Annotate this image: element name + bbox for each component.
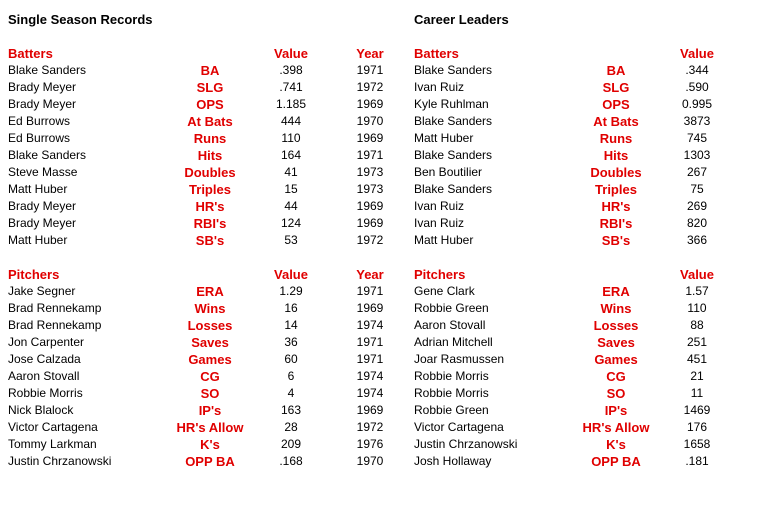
stat-label: HR's bbox=[601, 199, 631, 214]
stat-value: .398 bbox=[279, 63, 303, 77]
player-name: Victor Cartagena bbox=[8, 420, 98, 434]
record-year: 1969 bbox=[356, 216, 384, 230]
record-year: 1971 bbox=[356, 352, 384, 366]
table-header-row bbox=[406, 266, 758, 283]
player-name: Aaron Stovall bbox=[414, 318, 486, 332]
player-name: Blake Sanders bbox=[414, 148, 493, 162]
record-year: 1971 bbox=[356, 284, 384, 298]
player-name: Robbie Morris bbox=[414, 369, 489, 383]
stat-label: Saves bbox=[597, 335, 635, 350]
value-column-header: Value bbox=[680, 46, 714, 61]
stat-value: 110 bbox=[687, 301, 707, 315]
stat-label: Doubles bbox=[590, 165, 642, 180]
stat-label: Losses bbox=[593, 318, 639, 333]
table-row bbox=[406, 232, 758, 249]
stat-value: 28 bbox=[284, 420, 298, 434]
player-name: Jon Carpenter bbox=[8, 335, 85, 349]
value-column-header: Value bbox=[274, 267, 308, 282]
table-row bbox=[0, 164, 400, 181]
table-row bbox=[406, 351, 758, 368]
table-row bbox=[0, 232, 400, 249]
player-name: Victor Cartagena bbox=[414, 420, 504, 434]
table-row bbox=[406, 453, 758, 470]
record-year: 1973 bbox=[356, 182, 384, 196]
table-row bbox=[406, 181, 758, 198]
player-name: Matt Huber bbox=[414, 131, 474, 145]
stat-value: 36 bbox=[284, 335, 298, 349]
record-year: 1974 bbox=[356, 386, 384, 400]
stat-label: OPP BA bbox=[185, 454, 235, 469]
record-year: 1976 bbox=[356, 437, 384, 451]
player-name: Justin Chrzanowski bbox=[8, 454, 112, 468]
table-row bbox=[0, 147, 400, 164]
section-label: Batters bbox=[414, 46, 459, 61]
table-row bbox=[406, 436, 758, 453]
stat-label: CG bbox=[200, 369, 220, 384]
stat-label: SLG bbox=[602, 80, 630, 95]
player-name: Kyle Ruhlman bbox=[414, 97, 489, 111]
table-row bbox=[0, 198, 400, 215]
stat-label: RBI's bbox=[599, 216, 633, 231]
stat-label: Doubles bbox=[184, 165, 236, 180]
player-name: Brady Meyer bbox=[8, 80, 77, 94]
record-year: 1974 bbox=[356, 318, 384, 332]
stat-value: 124 bbox=[280, 216, 302, 230]
stat-label: IP's bbox=[198, 403, 222, 418]
stat-value: 41 bbox=[284, 165, 298, 179]
player-name: Brady Meyer bbox=[8, 216, 77, 230]
stat-value: 11 bbox=[690, 386, 704, 400]
stat-label: Saves bbox=[191, 335, 229, 350]
stat-value: 745 bbox=[686, 131, 708, 145]
record-year: 1970 bbox=[356, 454, 384, 468]
player-name: Ivan Ruiz bbox=[414, 216, 465, 230]
stat-label: ERA bbox=[196, 284, 224, 299]
player-name: Robbie Green bbox=[414, 301, 489, 315]
stat-value: .741 bbox=[279, 80, 303, 94]
table-row bbox=[406, 283, 758, 300]
record-year: 1969 bbox=[356, 97, 384, 111]
table-row bbox=[406, 334, 758, 351]
player-name: Matt Huber bbox=[414, 233, 474, 247]
record-year: 1970 bbox=[356, 114, 384, 128]
table-row bbox=[0, 215, 400, 232]
stat-value: 1.29 bbox=[279, 284, 303, 298]
stat-value: 44 bbox=[284, 199, 298, 213]
stat-value: 1658 bbox=[683, 437, 711, 451]
stat-label: SO bbox=[200, 386, 220, 401]
stat-value: 4 bbox=[287, 386, 295, 400]
stat-label: Games bbox=[188, 352, 232, 367]
stat-label: At Bats bbox=[593, 114, 639, 129]
stat-label: SO bbox=[606, 386, 626, 401]
player-name: Tommy Larkman bbox=[8, 437, 97, 451]
player-name: Jose Calzada bbox=[8, 352, 81, 366]
stat-label: RBI's bbox=[193, 216, 227, 231]
player-name: Joar Rasmussen bbox=[414, 352, 505, 366]
stat-value: 60 bbox=[284, 352, 298, 366]
player-name: Ivan Ruiz bbox=[414, 199, 465, 213]
stat-value: 1.185 bbox=[275, 97, 307, 111]
player-name: Justin Chrzanowski bbox=[414, 437, 518, 451]
table-row bbox=[0, 368, 400, 385]
player-name: Ben Boutilier bbox=[414, 165, 483, 179]
stat-label: Triples bbox=[189, 182, 231, 197]
table-row bbox=[406, 130, 758, 147]
stat-label: BA bbox=[606, 63, 626, 78]
table-row bbox=[0, 113, 400, 130]
player-name: Adrian Mitchell bbox=[414, 335, 493, 349]
stat-value: 88 bbox=[690, 318, 704, 332]
player-name: Blake Sanders bbox=[8, 148, 87, 162]
stat-label: Games bbox=[594, 352, 638, 367]
record-year: 1969 bbox=[356, 403, 384, 417]
stat-label: OPS bbox=[602, 97, 630, 112]
stat-label: SLG bbox=[196, 80, 224, 95]
player-name: Blake Sanders bbox=[414, 63, 493, 77]
table-row bbox=[0, 130, 400, 147]
table-row bbox=[406, 164, 758, 181]
table-row bbox=[406, 385, 758, 402]
stat-label: OPS bbox=[196, 97, 224, 112]
table-row bbox=[0, 283, 400, 300]
player-name: Steve Masse bbox=[8, 165, 78, 179]
stat-value: .590 bbox=[685, 80, 709, 94]
career-leaders-title: Career Leaders bbox=[414, 12, 509, 27]
stat-value: .168 bbox=[279, 454, 303, 468]
stat-label: SB's bbox=[601, 233, 631, 248]
record-year: 1972 bbox=[356, 420, 384, 434]
record-year: 1969 bbox=[356, 301, 384, 315]
stat-label: OPP BA bbox=[591, 454, 641, 469]
player-name: Brad Rennekamp bbox=[8, 301, 102, 315]
table-row bbox=[0, 419, 400, 436]
record-year: 1971 bbox=[356, 335, 384, 349]
stat-value: 15 bbox=[284, 182, 298, 196]
stat-label: Runs bbox=[193, 131, 227, 146]
stat-value: 1303 bbox=[683, 148, 711, 162]
stat-value: 451 bbox=[686, 352, 708, 366]
table-row bbox=[406, 198, 758, 215]
player-name: Robbie Green bbox=[414, 403, 489, 417]
table-row bbox=[406, 317, 758, 334]
section-label: Batters bbox=[8, 46, 53, 61]
stat-label: ERA bbox=[602, 284, 630, 299]
table-row bbox=[0, 453, 400, 470]
table-row bbox=[0, 317, 400, 334]
stat-label: SB's bbox=[195, 233, 225, 248]
table-row bbox=[406, 96, 758, 113]
record-year: 1974 bbox=[356, 369, 384, 383]
record-year: 1972 bbox=[356, 80, 384, 94]
stat-value: 0.995 bbox=[681, 97, 713, 111]
stat-label: Hits bbox=[197, 148, 223, 163]
table-row bbox=[0, 62, 400, 79]
stat-value: 3873 bbox=[683, 114, 711, 128]
player-name: Aaron Stovall bbox=[8, 369, 80, 383]
stat-value: 21 bbox=[690, 369, 704, 383]
year-column-header: Year bbox=[356, 267, 384, 282]
player-name: Josh Hollaway bbox=[414, 454, 492, 468]
section-label: Pitchers bbox=[414, 267, 466, 282]
year-column-header: Year bbox=[356, 46, 384, 61]
table-row bbox=[406, 215, 758, 232]
stat-label: K's bbox=[200, 437, 220, 452]
table-row bbox=[0, 96, 400, 113]
stat-value: 164 bbox=[280, 148, 302, 162]
player-name: Jake Segner bbox=[8, 284, 76, 298]
stat-value: 16 bbox=[284, 301, 298, 315]
table-row bbox=[406, 79, 758, 96]
player-name: Blake Sanders bbox=[414, 182, 493, 196]
stat-label: At Bats bbox=[187, 114, 233, 129]
player-name: Blake Sanders bbox=[8, 63, 87, 77]
player-name: Robbie Morris bbox=[414, 386, 489, 400]
stat-label: Wins bbox=[194, 301, 226, 316]
stat-value: 6 bbox=[287, 369, 295, 383]
stat-value: 53 bbox=[284, 233, 298, 247]
player-name: Blake Sanders bbox=[414, 114, 493, 128]
stat-label: Runs bbox=[599, 131, 633, 146]
table-row bbox=[0, 385, 400, 402]
stat-label: K's bbox=[606, 437, 626, 452]
table-row bbox=[0, 436, 400, 453]
section-label: Pitchers bbox=[8, 267, 60, 282]
stat-value: 163 bbox=[280, 403, 302, 417]
player-name: Gene Clark bbox=[414, 284, 475, 298]
table-row bbox=[0, 300, 400, 317]
stat-value: 269 bbox=[686, 199, 708, 213]
record-year: 1971 bbox=[356, 63, 384, 77]
stat-value: 267 bbox=[686, 165, 708, 179]
stat-value: 75 bbox=[690, 182, 704, 196]
table-row bbox=[406, 419, 758, 436]
player-name: Ivan Ruiz bbox=[414, 80, 465, 94]
stat-value: 209 bbox=[280, 437, 302, 451]
table-row bbox=[406, 147, 758, 164]
stat-value: 366 bbox=[686, 233, 708, 247]
stat-label: Wins bbox=[600, 301, 632, 316]
table-row bbox=[0, 79, 400, 96]
stat-value: 1469 bbox=[683, 403, 711, 417]
stat-label: Triples bbox=[595, 182, 637, 197]
stat-label: BA bbox=[200, 63, 220, 78]
table-row bbox=[0, 351, 400, 368]
table-header-row bbox=[0, 266, 400, 283]
player-name: Matt Huber bbox=[8, 233, 68, 247]
player-name: Brady Meyer bbox=[8, 97, 77, 111]
stat-label: HR's bbox=[195, 199, 225, 214]
stat-label: Losses bbox=[187, 318, 233, 333]
record-year: 1972 bbox=[356, 233, 384, 247]
stat-value: 251 bbox=[686, 335, 708, 349]
table-header-row bbox=[406, 45, 758, 62]
stat-label: HR's Allow bbox=[582, 420, 650, 435]
record-year: 1971 bbox=[356, 148, 384, 162]
table-header-row bbox=[0, 45, 400, 62]
player-name: Ed Burrows bbox=[8, 131, 71, 145]
table-row bbox=[0, 402, 400, 419]
stat-value: 1.57 bbox=[685, 284, 709, 298]
table-row bbox=[406, 300, 758, 317]
player-name: Nick Blalock bbox=[8, 403, 74, 417]
table-row bbox=[0, 334, 400, 351]
player-name: Ed Burrows bbox=[8, 114, 71, 128]
player-name: Robbie Morris bbox=[8, 386, 83, 400]
stat-value: 14 bbox=[284, 318, 298, 332]
stat-value: .181 bbox=[685, 454, 709, 468]
stat-value: .344 bbox=[685, 63, 709, 77]
stat-label: Hits bbox=[603, 148, 629, 163]
table-row bbox=[406, 113, 758, 130]
table-row bbox=[406, 402, 758, 419]
player-name: Brady Meyer bbox=[8, 199, 77, 213]
stat-value: 444 bbox=[280, 114, 302, 128]
table-row bbox=[406, 62, 758, 79]
table-row bbox=[406, 368, 758, 385]
record-year: 1973 bbox=[356, 165, 384, 179]
player-name: Matt Huber bbox=[8, 182, 68, 196]
stat-label: CG bbox=[606, 369, 626, 384]
stat-label: HR's Allow bbox=[176, 420, 244, 435]
stat-value: 176 bbox=[686, 420, 708, 434]
stat-value: 110 bbox=[281, 131, 301, 145]
value-column-header: Value bbox=[274, 46, 308, 61]
stat-value: 820 bbox=[686, 216, 708, 230]
record-year: 1969 bbox=[356, 199, 384, 213]
record-year: 1969 bbox=[356, 131, 384, 145]
single-season-title: Single Season Records bbox=[8, 12, 153, 27]
table-row bbox=[0, 181, 400, 198]
player-name: Brad Rennekamp bbox=[8, 318, 102, 332]
value-column-header: Value bbox=[680, 267, 714, 282]
stat-label: IP's bbox=[604, 403, 628, 418]
